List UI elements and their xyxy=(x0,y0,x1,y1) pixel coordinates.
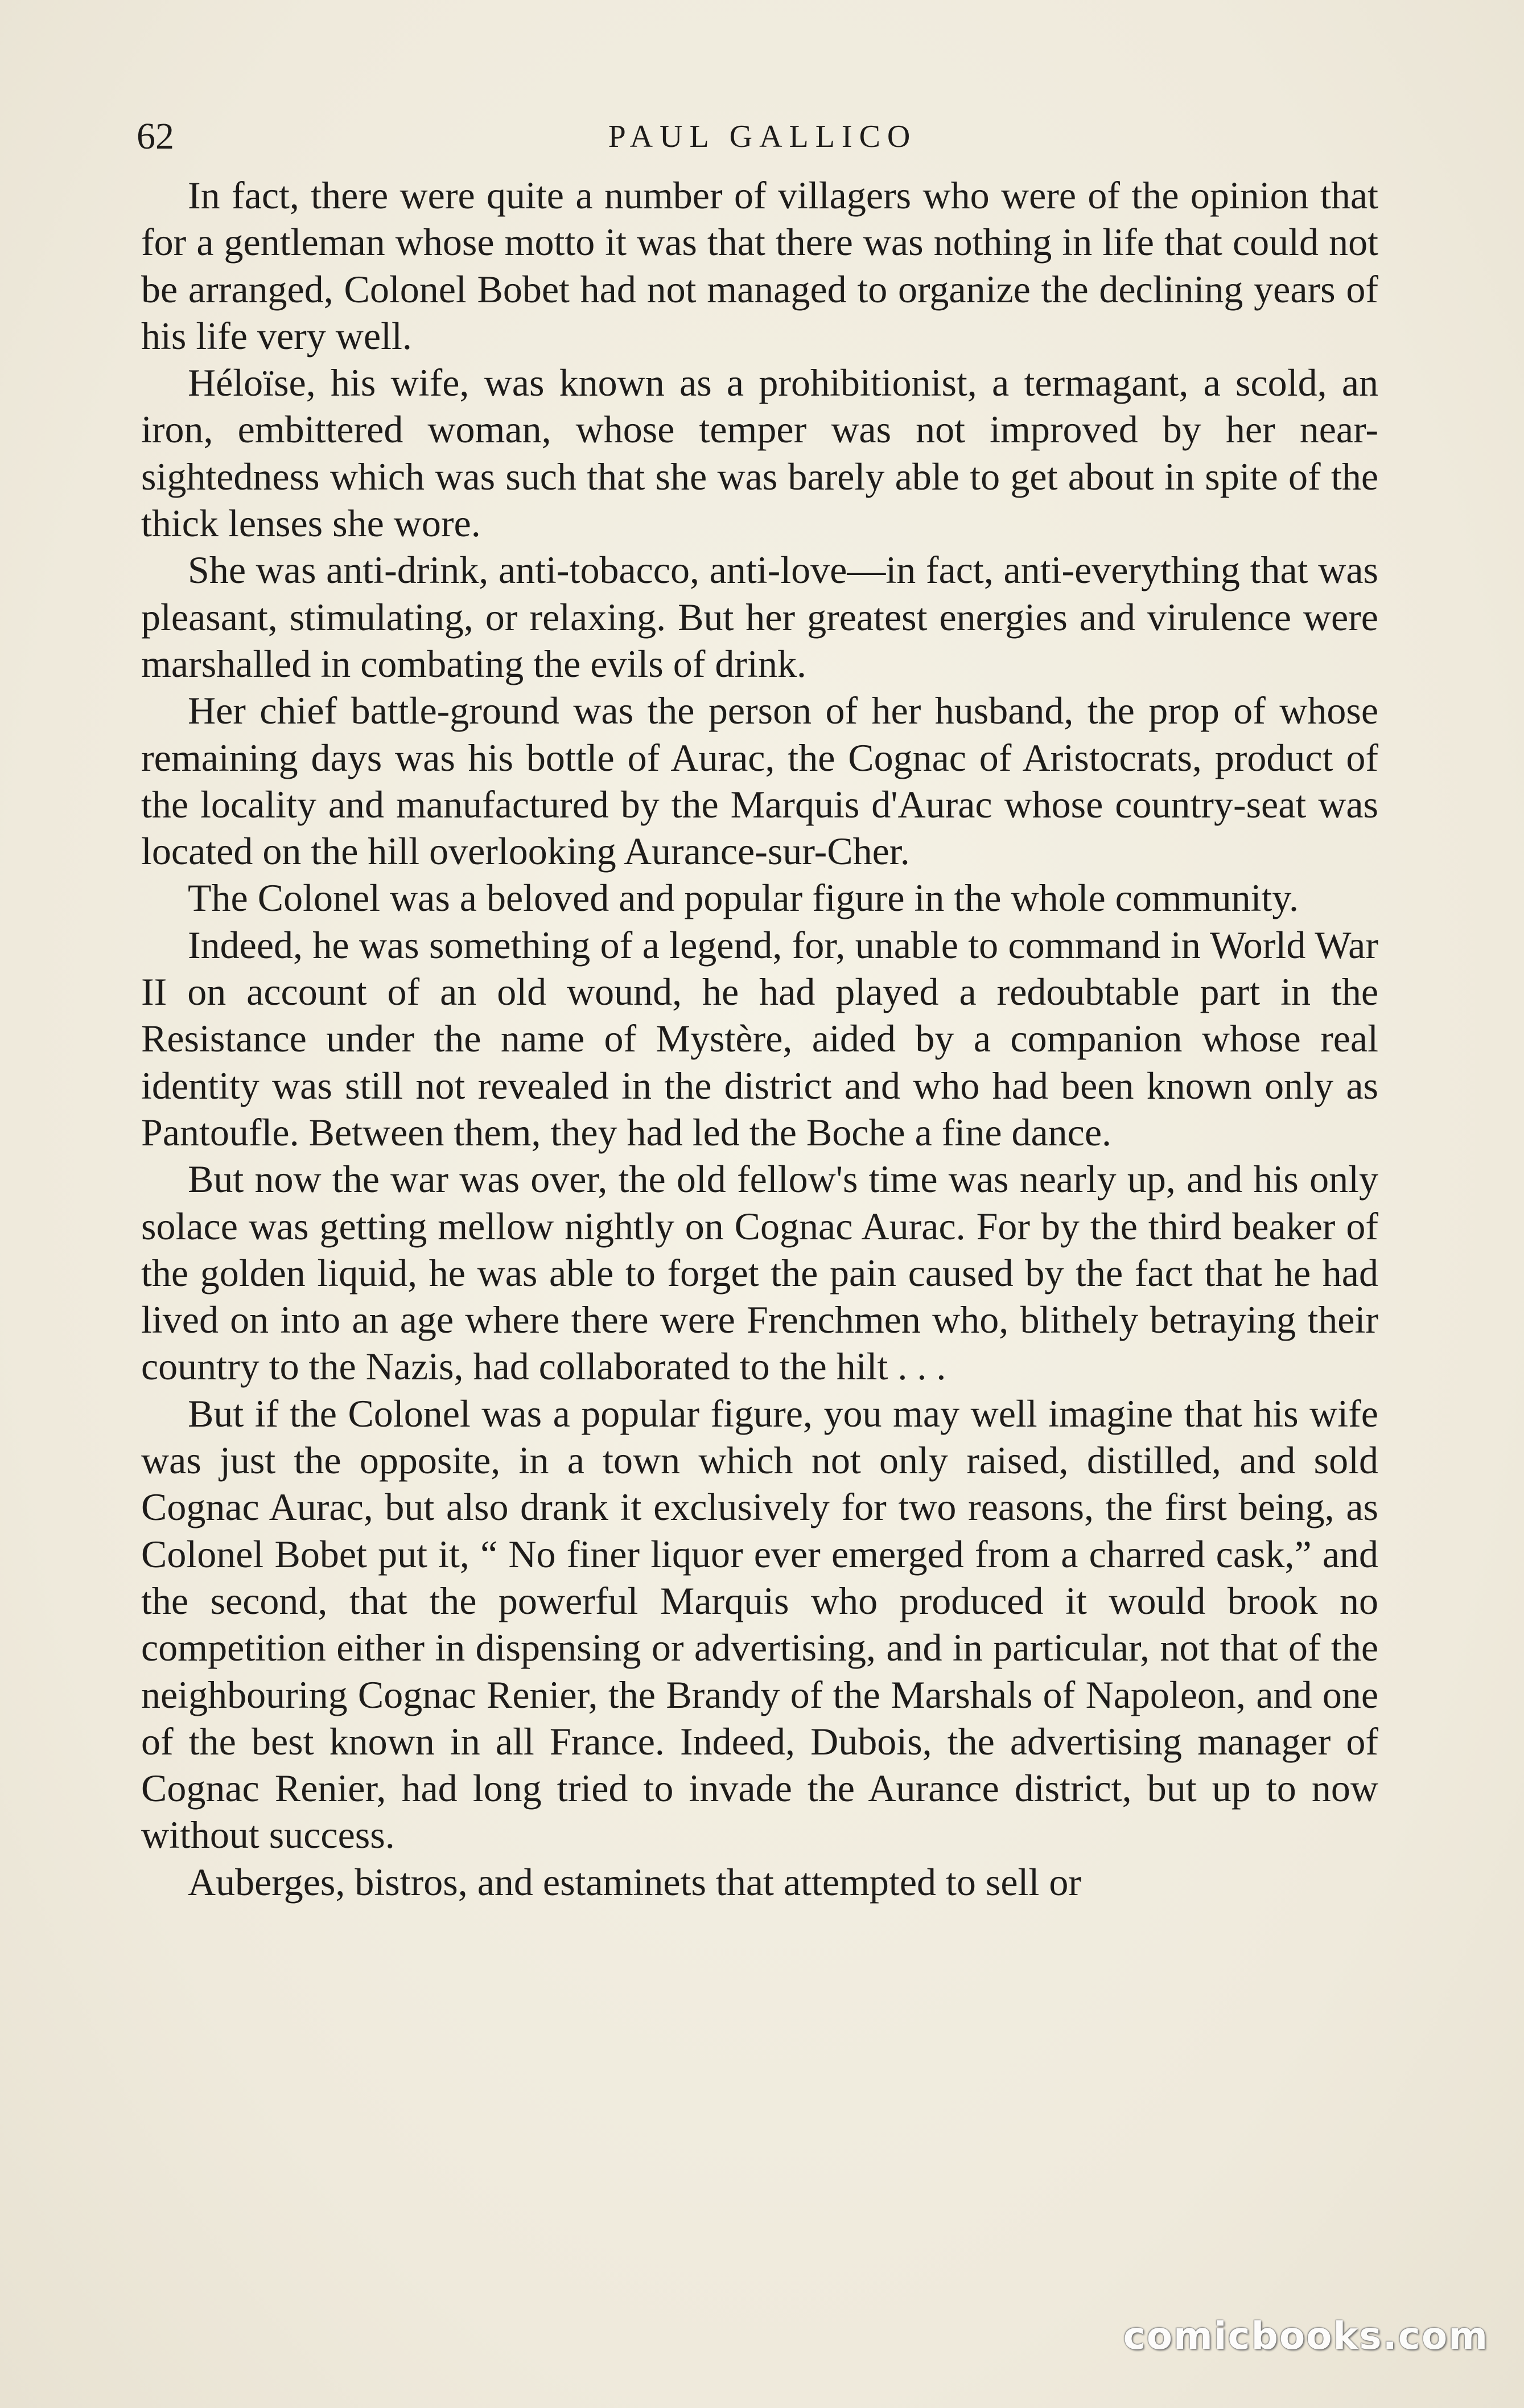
page-header xyxy=(137,111,1389,162)
paragraph: Her chief battle-ground was the person of her husband, the prop of whose remaining days was his bottle of Aurac, the Cognac of Aristocrats, product of the locality and manufactured by the Marquis d'Aurac whose country-seat was located on the hill overlooking Aurance-sur-Cher. xyxy=(141,689,1378,873)
watermark: comicbooks.com xyxy=(1123,2314,1489,2358)
paragraph: But if the Colonel was a popular figure, you may well imagine that his wife was just the opposite, in a town which not only raised, distilled, and sold Cognac Aurac, but also drank it exclusively for two reasons, the first being, as Colonel Bobet put it, “ No finer liquor ever emerged from a charred cask,” and the second, that the powerful Marquis who produced it would brook no competition either in dispensing or advertising, and in particular, not that of the neighbouring Cognac Renier, the Brandy of the Marshals of Napoleon, and one of the best known in all France. Indeed, Dubois, the advertising manager of Cognac Renier, had long tried to invade the Aurance district, but up to now without success. xyxy=(141,1391,1378,1857)
paragraph: Indeed, he was something of a legend, for, unable to command in World War II on account of an old wound, he had played a redoubtable part in the Resistance under the name of Mystère, aided by a companion whose real identity was still not revealed in the district and who had been known only as Pantoufle. Between them, they had led the Boche a fine dance. xyxy=(141,923,1378,1154)
paragraph: Héloïse, his wife, was known as a prohibitionist, a termagant, a scold, an iron, embittered woman, whose temper was not improved by her near-sightedness which was such that she was barely able to get about in spite of the thick lenses she wore. xyxy=(141,361,1378,545)
paragraph-continued: Auberges, bistros, and estaminets that attempted to sell or xyxy=(188,1860,1081,1904)
paragraph: In fact, there were quite a number of villagers who were of the opinion that for a gentleman whose motto it was that there was nothing in life that could not be arranged, Colonel Bobet had not managed to organize the declining years of his life very well. xyxy=(141,174,1378,357)
paragraph: The Colonel was a beloved and popular figure in the whole community. xyxy=(188,876,1299,920)
page-number: 62 xyxy=(137,116,174,157)
paragraph: But now the war was over, the old fellow's time was nearly up, and his only solace was getting mellow nightly on Cognac Aurac. For by the third beaker of the golden liquid, he was able to forget the pain caused by the fact that he had lived on into an age where there were Frenchmen who, blithely betraying their country to the Nazis, had collaborated to the hilt . . . xyxy=(141,1157,1378,1388)
paragraph: She was anti-drink, anti-tobacco, anti-love—in fact, anti-everything that was pleasant, stimulating, or relaxing. But her greatest energies and virulence were marshalled in combating the evils of drink. xyxy=(141,548,1378,685)
running-head: PAUL GALLICO xyxy=(608,119,917,154)
body-text xyxy=(141,172,1378,1905)
